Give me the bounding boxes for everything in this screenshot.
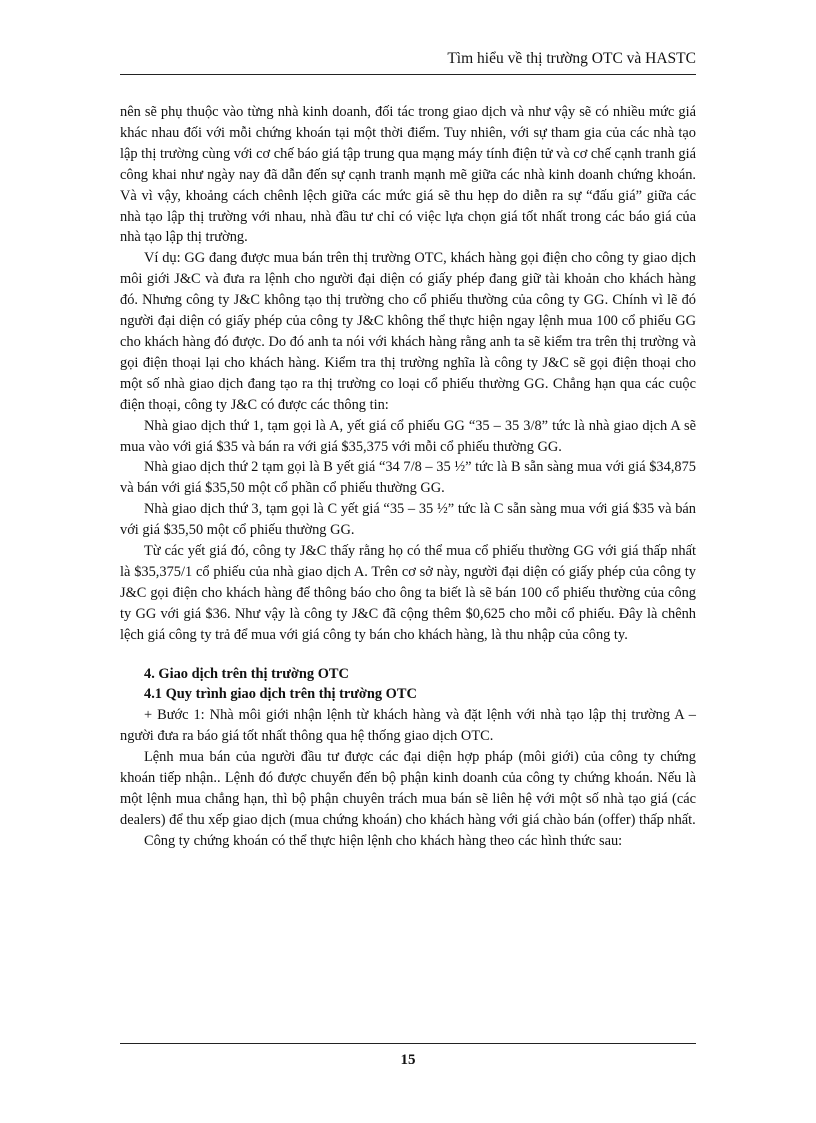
paragraph: nên sẽ phụ thuộc vào từng nhà kinh doanh, đối tác trong giao dịch và như vậy sẽ có nhiều mức giá khác nhau đối với mỗi chứng khoán tại một thời điểm. Tuy nhiên, với sự tham gia của các nhà tạo lập thị trường cùng với cơ chế báo giá tập trung qua mạng máy tính điện tử và cơ chế cạnh tranh giá công khai như ngày nay đã dẫn đến sự cạnh tranh mạnh mẽ giữa các nhà kinh doanh chứng khoán. Và vì vậy, khoảng cách chênh lệch giữa các mức giá sẽ thu hẹp do diễn ra sự “đấu giá” giữa các nhà tạo lập thị trường với nhau, nhà đầu tư chỉ có việc lựa chọn giá tốt nhất trong các báo giá của nhà tạo lập thị trường. xyxy=(120,104,696,246)
body-text xyxy=(120,102,696,852)
paragraph: Nhà giao dịch thứ 1, tạm gọi là A, yết giá cổ phiếu GG “35 – 35 3/8” tức là nhà giao dịch A sẽ mua vào với giá $35 và bán ra với giá $35,375 với mỗi cổ phiếu thường GG. xyxy=(120,417,696,455)
footer-rule xyxy=(120,1043,696,1044)
paragraph: + Bước 1: Nhà môi giới nhận lệnh từ khách hàng và đặt lệnh với nhà tạo lập thị trường A – người đưa ra báo giá tốt nhất thông qua hệ thống giao dịch OTC. xyxy=(120,707,696,745)
paragraph: Ví dụ: GG đang được mua bán trên thị trường OTC, khách hàng gọi điện cho công ty giao dịch môi giới J&C và đưa ra lệnh cho người đại diện có giấy phép đang giữ tài khoản cho khách hàng đó. Nhưng công ty J&C không tạo thị trường cho cổ phiếu thường của công ty GG. Chính vì lẽ đó người đại diện có giấy phép của công ty J&C không thể thực hiện ngay lệnh mua 100 cổ phiếu GG cho khách hàng đó được. Do đó anh ta nói với khách hàng rằng anh ta sẽ kiểm tra trên thị trường và gọi điện thoại lại cho khách hàng. Kiểm tra thị trường nghĩa là công ty J&C sẽ gọi điện thoại cho một số nhà giao dịch đang tạo ra thị trường co loại cổ phiếu thường GG. Chẳng hạn qua các cuộc điện thoại, công ty J&C có được các thông tin: xyxy=(120,250,696,413)
paragraph: Từ các yết giá đó, công ty J&C thấy rằng họ có thể mua cổ phiếu thường GG với giá thấp nhất là $35,375/1 cổ phiếu của nhà giao dịch A. Trên cơ sở này, người đại diện có giấy phép của công ty J&C gọi điện cho khách hàng để thông báo cho ông ta biết là sẽ bán 100 cổ phiếu thường của công ty GG với giá $36. Như vậy là công ty J&C đã cộng thêm $0,625 cho mỗi cổ phiếu. Đây là chênh lệch giá công ty trả để mua với giá công ty bán cho khách hàng, là thu nhập của công ty. xyxy=(120,543,696,643)
paragraph: Nhà giao dịch thứ 3, tạm gọi là C yết giá “35 – 35 ½” tức là C sẵn sàng mua với giá $35 và bán với giá $35,50 một cổ phiếu thường GG. xyxy=(120,501,696,539)
running-header: Tìm hiểu về thị trường OTC và HASTC xyxy=(120,50,696,75)
spacer xyxy=(120,646,696,664)
page-number: 15 xyxy=(400,1052,416,1068)
section-subheading: 4.1 Quy trình giao dịch trên thị trường OTC xyxy=(144,686,417,703)
paragraph: Lệnh mua bán của người đầu tư được các đại diện hợp pháp (môi giới) của công ty chứng khoán tiếp nhận.. Lệnh đó được chuyển đến bộ phận kinh doanh của công ty chứng khoán. Nếu là một lệnh mua chẳng hạn, thì bộ phận chuyên trách mua bán sẽ liên hệ với một số nhà tạo giá (các dealers) để thu xếp giao dịch (mua chứng khoán) cho khách hàng với giá chào bán (offer) thấp nhất. xyxy=(120,749,696,828)
section-heading: 4. Giao dịch trên thị trường OTC xyxy=(144,665,349,682)
paragraph: Nhà giao dịch thứ 2 tạm gọi là B yết giá “34 7/8 – 35 ½” tức là B sẵn sàng mua với giá $34,875 và bán với giá $35,50 một cổ phần cổ phiếu thường GG. xyxy=(120,459,696,497)
paragraph: Công ty chứng khoán có thể thực hiện lệnh cho khách hàng theo các hình thức sau: xyxy=(144,832,623,849)
